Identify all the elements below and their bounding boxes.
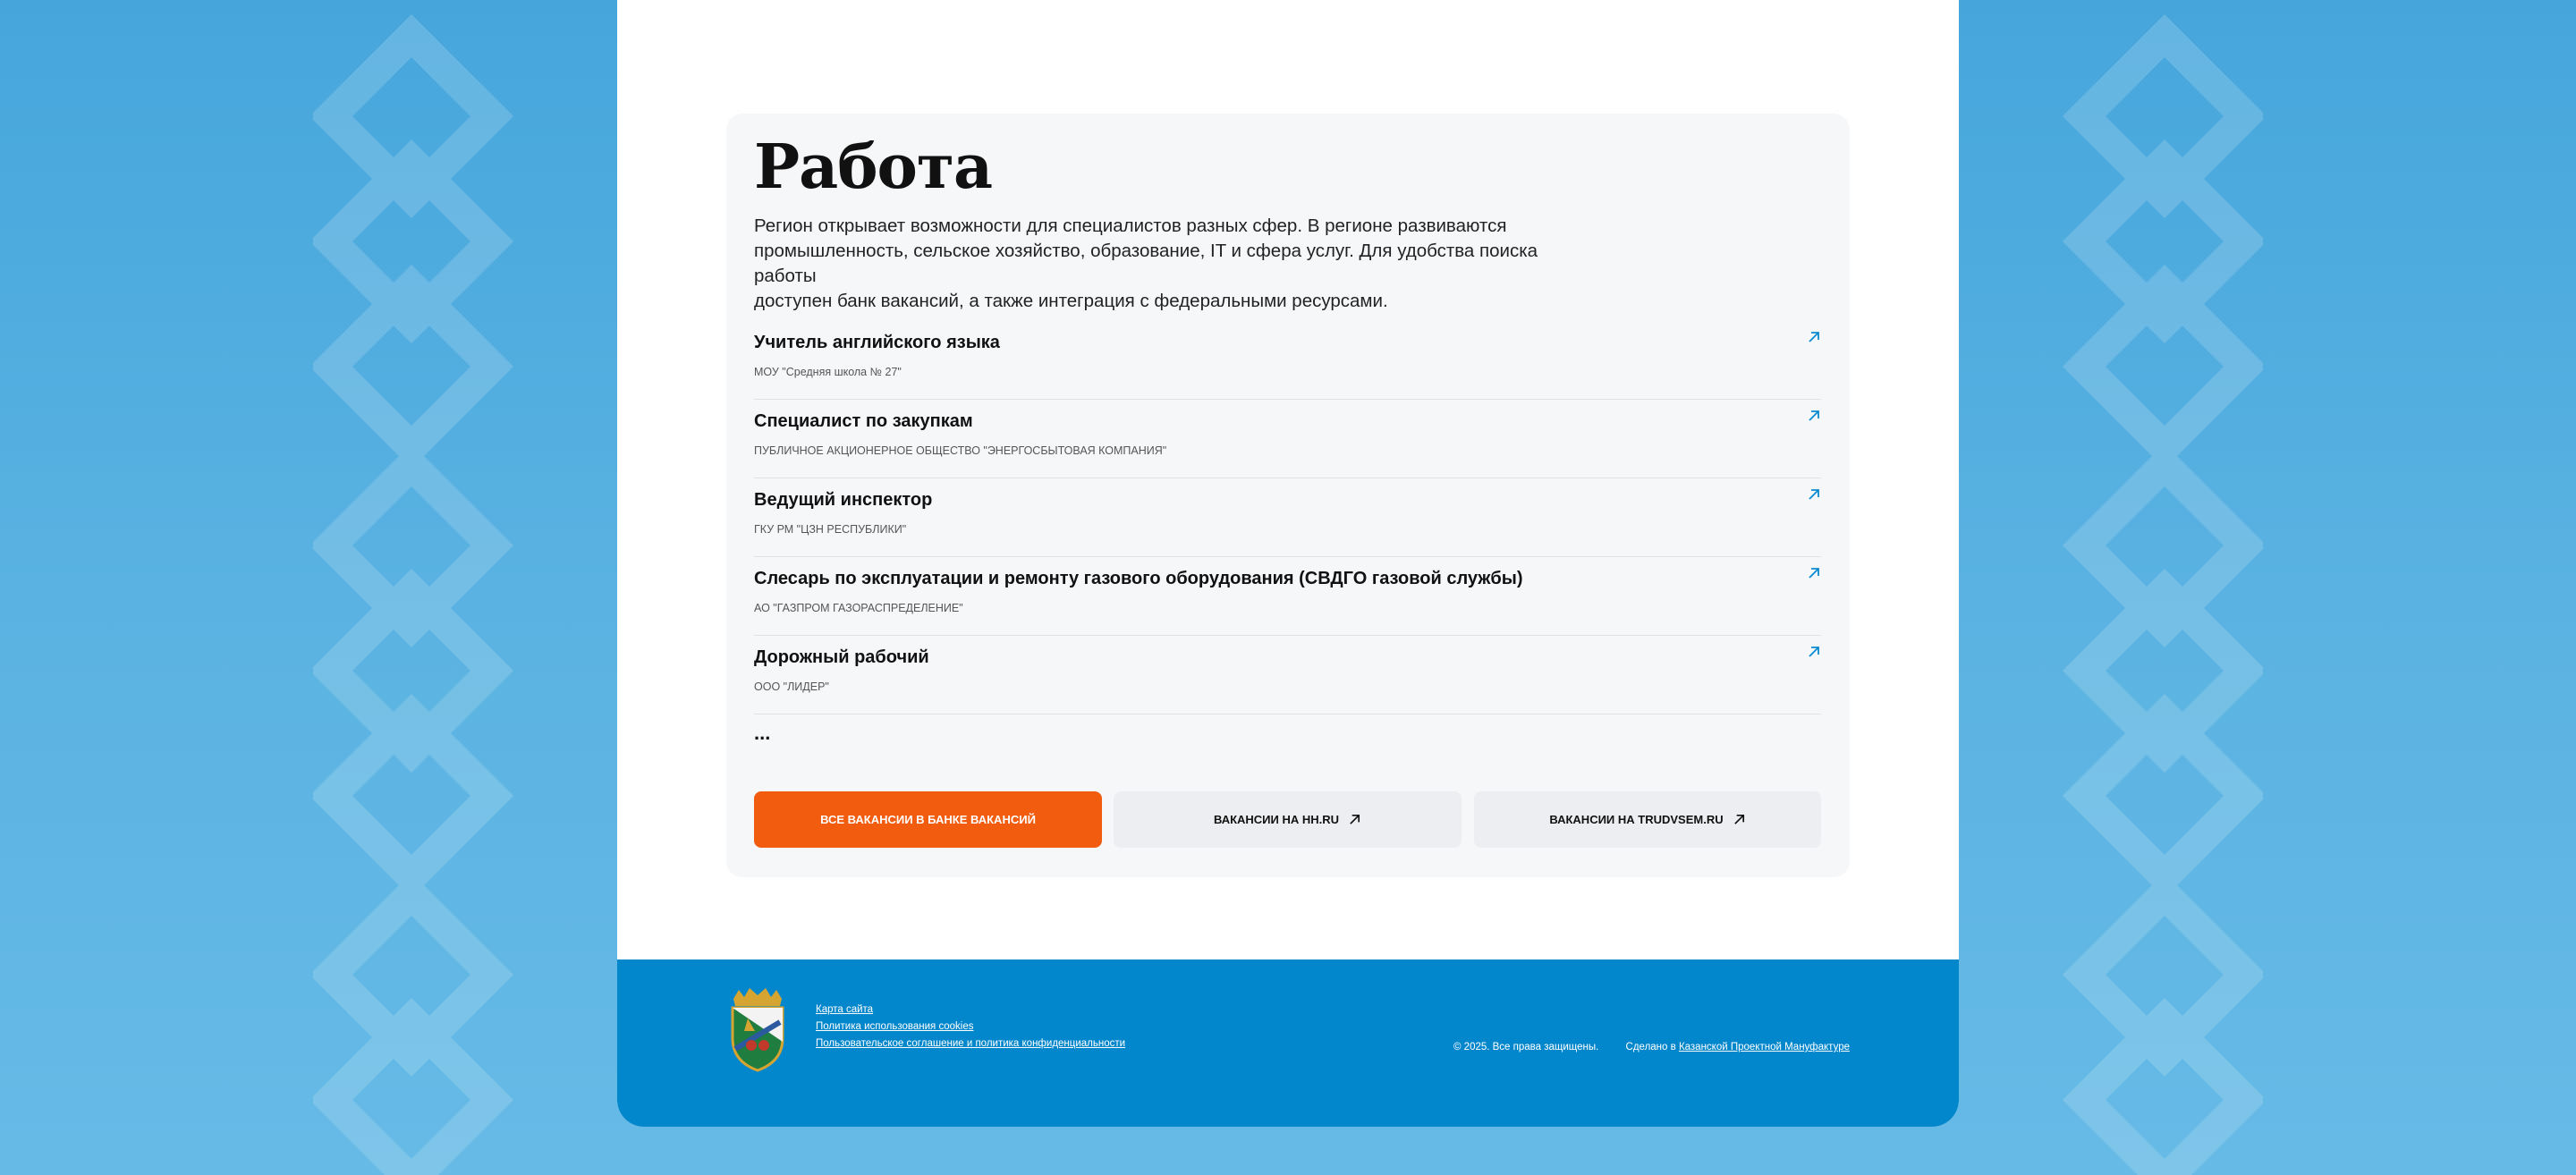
intro-line: доступен банк вакансий, а также интеграция с федеральными ресурсами. [754,291,1388,311]
coat-of-arms-icon [728,986,787,1072]
arrow-up-right-icon[interactable] [1807,409,1821,423]
copyright-text: © 2025. Все права защищены. [1453,1042,1599,1052]
trudvsem-vacancies-label: ВАКАНСИИ НА TRUDVSEM.RU [1549,813,1724,826]
vacancy-title: Учитель английского языка [754,333,1000,352]
vacancy-item[interactable] [754,400,1821,478]
footer-link-sitemap[interactable]: Карта сайта [816,1004,874,1015]
footer-link-cookies-policy[interactable]: Политика использования cookies [816,1021,974,1032]
vacancy-item[interactable] [754,321,1821,400]
main-page [617,0,1959,1127]
arrow-up-right-icon[interactable] [1807,645,1821,659]
work-section [726,114,1850,877]
vacancy-employer: ГКУ РМ "ЦЗН РЕСПУБЛИКИ" [754,523,907,536]
vacancy-item[interactable] [754,636,1821,714]
vacancy-employer: МОУ "Средняя школа № 27" [754,366,902,378]
vacancy-employer: ООО "ЛИДЕР" [754,680,829,693]
trudvsem-vacancies-button[interactable] [1474,791,1821,848]
footer-links [816,1004,1125,1055]
made-by-link[interactable]: Казанской Проектной Мануфактуре [1678,1042,1850,1052]
vacancy-title: Дорожный рабочий [754,647,929,667]
arrow-up-right-icon[interactable] [1807,487,1821,502]
vacancy-title: Специалист по закупкам [754,411,973,431]
hh-vacancies-button[interactable] [1114,791,1462,848]
vacancy-item[interactable] [754,557,1821,636]
more-vacancies-ellipsis: ... [754,722,771,744]
arrow-up-right-icon[interactable] [1807,330,1821,344]
vacancy-item[interactable] [754,478,1821,557]
footer-link-user-agreement[interactable]: Пользовательское соглашение и политика конфиденциальности [816,1038,1126,1049]
made-by-prefix: Сделано в [1625,1042,1676,1052]
intro-line: промышленность, сельское хозяйство, образование, IT и сфера услуг. Для удобства поиска работы [754,241,1538,286]
made-by [1626,1042,1850,1052]
site-footer [617,959,1959,1127]
vacancy-employer: ПУБЛИЧНОЕ АКЦИОНЕРНОЕ ОБЩЕСТВО "ЭНЕРГОСБЫТОВАЯ КОМПАНИЯ" [754,444,1167,457]
intro-line: Регион открывает возможности для специалистов разных сфер. В регионе развиваются [754,216,1507,236]
hh-vacancies-label: ВАКАНСИИ НА HH.RU [1213,813,1340,826]
all-vacancies-button[interactable] [754,791,1102,848]
vacancy-list [754,321,1821,714]
vacancy-employer: АО "ГАЗПРОМ ГАЗОРАСПРЕДЕЛЕНИЕ" [754,602,963,614]
all-vacancies-label: ВСЕ ВАКАНСИИ В БАНКЕ ВАКАНСИЙ [820,813,1036,826]
arrow-up-right-icon [1733,813,1746,826]
arrow-up-right-icon[interactable] [1807,566,1821,580]
arrow-up-right-icon [1348,813,1361,826]
vacancy-title: Ведущий инспектор [754,490,933,510]
section-title: Работа [754,131,993,203]
section-intro [754,214,1595,314]
vacancy-title: Слесарь по эксплуатации и ремонту газового оборудования (СВДГО газовой службы) [754,569,1523,588]
